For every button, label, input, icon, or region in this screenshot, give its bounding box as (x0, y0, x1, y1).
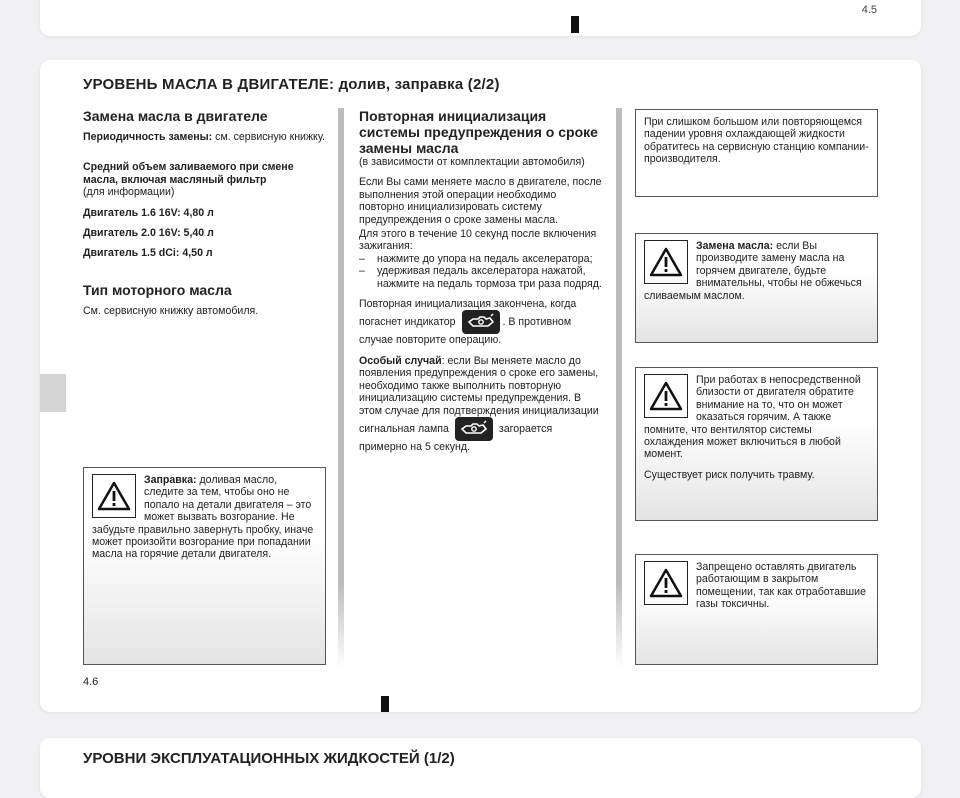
special-case-text: : если Вы меняете масло до появления предупреждения о сроке его замены, необходимо также выполнить повторную инициализацию системы предупреждения. В этом случае для подтверждения инициализации сигнальная лампа (359, 354, 599, 435)
oil-change-heading: Замена масла в двигателе (83, 108, 268, 124)
oil-type-text: См. сервисную книжку автомобиля. (83, 304, 259, 317)
section-tab (40, 374, 66, 412)
refill-warning-label: Заправка: (144, 474, 197, 486)
column-divider (616, 108, 622, 668)
next-page-title: УРОВНИ ЭКСПЛУАТАЦИОННЫХ ЖИДКОСТЕЙ (1/2) (83, 750, 455, 767)
previous-page-card (40, 0, 921, 36)
exhaust-warning-box (635, 554, 878, 665)
reset-heading: Повторная инициализация системы предупреждения о сроке замены масла (359, 108, 598, 156)
coolant-info-text: При слишком большом или повторяющемся падении уровня охлаждающей жидкости обратитесь на сервисную станцию компании-производителя. (644, 116, 869, 166)
next-page-card (40, 738, 921, 798)
engine-volume-2: Двигатель 2.0 16V: 5,40 л (83, 227, 214, 240)
special-case (359, 355, 602, 453)
hot-engine-warning-text: При работах в непосредственной близости от двигателя обратите внимание на то, что он может оказаться горячим. А также помните, что вентилятор системы охлаждения может включиться в любой момент. (644, 374, 861, 461)
coolant-info-box (635, 109, 878, 197)
exhaust-warning-text: Запрещено оставлять двигатель работающим в закрытом помещении, так как отработавшие газы токсичны. (696, 561, 866, 611)
reset-paragraph-3 (359, 298, 602, 347)
reset-step: – удерживая педаль акселератора нажатой, нажмите на педаль тормоза три раза подряд. (359, 265, 602, 290)
page-title-main: УРОВЕНЬ МАСЛА В ДВИГАТЕЛЕ (83, 76, 330, 93)
engine-volume-3: Двигатель 1.5 dCi: 4,50 л (83, 247, 213, 260)
engine-volume-1: Двигатель 1.6 16V: 4,80 л (83, 206, 214, 219)
reset-step: – нажмите до упора на педаль акселератора; (359, 253, 602, 265)
change-period-text: см. сервисную книжку. (212, 131, 325, 143)
reset-paragraph-2: Для этого в течение 10 секунд после включения зажигания: (359, 228, 597, 253)
warning-triangle-icon (644, 561, 688, 605)
page-title (83, 76, 500, 93)
oil-service-indicator-icon (462, 310, 500, 334)
special-case-end: загорается примерно на 5 секунд. (359, 422, 553, 453)
oil-type-heading: Тип моторного масла (83, 281, 232, 298)
page-number: 4.5 (861, 4, 877, 16)
reset-paragraph-1: Если Вы сами меняете масло в двигателе, после выполнения этой операции необходимо повторно инициализировать систему предупреждения о сроке замены масла. (359, 176, 602, 226)
middle-column (359, 108, 602, 461)
current-page-card (40, 60, 921, 712)
page-marker (381, 696, 389, 712)
reset-steps (359, 253, 602, 290)
refill-warning-box (83, 467, 326, 665)
hot-oil-warning-label: Замена масла: (696, 240, 774, 252)
reset-done-text: Повторная инициализация закончена, когда погаснет индикатор (359, 298, 577, 329)
reset-note: (в зависимости от комплектации автомобиля) (359, 156, 585, 168)
warning-triangle-icon (644, 374, 688, 418)
injury-risk-text: Существует риск получить травму. (644, 468, 815, 481)
oil-volume-heading: Средний объем заливаемого при смене масла, включая масляный фильтр (83, 161, 294, 186)
change-period (83, 131, 327, 143)
page-title-sub: : долив, заправка (2/2) (329, 76, 500, 93)
hot-oil-warning-box (635, 233, 878, 343)
page-marker (571, 16, 579, 33)
reset-done-text-end: . В противном случае повторите операцию. (359, 316, 572, 347)
special-case-label: Особый случай (359, 354, 442, 367)
left-column (83, 108, 327, 325)
refill-warning-text: доливая масло, следите за тем, чтобы оно не попало на детали двигателя – это может вызвать возгорание. Не забудьте правильно завернуть пробку, иначе может произойти возгорание при попадании масла на горячие детали двигателя. (92, 474, 314, 561)
warning-triangle-icon (92, 474, 136, 518)
hot-oil-warning-text: если Вы производите замену масла на горячем двигателе, будьте внимательны, чтобы не обжечься сливаемым маслом. (644, 240, 862, 302)
oil-volume-note: (для информации) (83, 186, 175, 199)
change-period-label: Периодичность замены: (83, 131, 213, 143)
oil-service-indicator-icon (455, 417, 493, 441)
page-number: 4.6 (83, 676, 99, 688)
column-divider (338, 108, 344, 668)
warning-triangle-icon (644, 240, 688, 284)
hot-engine-warning-box (635, 367, 878, 521)
